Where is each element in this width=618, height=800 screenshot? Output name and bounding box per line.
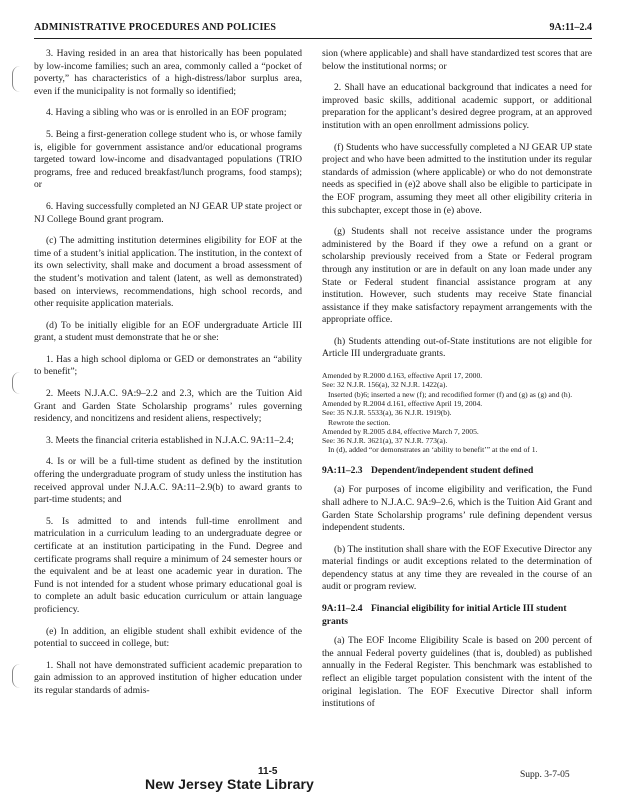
paragraph-g: (g) Students shall not receive assistance under the programs administered by the Board if they owe a refund on a grant or scholarship previously received from a State or Federal program through any institution or are in default on any loan made under any State or Federal student financial assistance program at any institution. However, such students may receive State financial assistance if they make satisfactory repayment arrangements with the appropriate office. [322, 226, 592, 326]
paragraph-2-3-b: (b) The institution shall share with the EOF Executive Director any material findings or audit exceptions related to the determination of dependency status at any time they are revealed in the course of an audit or program review. [322, 543, 592, 593]
history-line: Amended by R.2000 d.163, effective April 17, 2000. [322, 371, 483, 381]
paragraph-b4: 4. Having a sibling who was or is enrolled in an EOF program; [46, 107, 287, 119]
section-title: Financial eligibility for initial Article III student grants [322, 603, 567, 627]
paragraph-e1-continued: sion (where applicable) and shall have standardized test scores that are below the institutional norms; or [322, 48, 592, 72]
margin-mark [12, 372, 27, 394]
section-number: 9A:11–2.4 [322, 603, 363, 615]
history-line: See: 35 N.J.R. 5533(a), 36 N.J.R. 1919(b). [322, 408, 452, 418]
margin-mark [12, 66, 27, 92]
right-column [322, 48, 592, 720]
paragraph-b5: 5. Being a first-generation college student who is, or whose family is, eligible for government assistance and/or educational programs targeted toward low-income and disadvantaged populations (TRIO programs, free and reduced breakfast/lunch programs, food stamps); or [34, 128, 302, 191]
paragraph-2-3-a: (a) For purposes of income eligibility and verification, the Fund shall adhere to N.J.A.C. 9A:9–2.6, which is the Tuition Aid Grant and Garden State Scholarship programs’ rule defining dependent versus independent students. [322, 484, 592, 534]
history-line: See: 36 N.J.R. 3621(a), 37 N.J.R. 773(a). [322, 436, 448, 446]
history-line: Inserted (b)6; inserted a new (f); and recodified former (f) and (g) as (g) and (h). [328, 389, 573, 399]
section-number: 9A:11–2.3 [322, 464, 363, 476]
paragraph-d4: 4. Is or will be a full-time student as defined by the institution offering the undergraduate program of study unless the institution has received approval under N.J.A.C. 9A:11–2.9(b) to award grants to part-time students; and [34, 456, 302, 506]
paragraph-f: (f) Students who have successfully completed a NJ GEAR UP state project and who have been admitted to the institution under its regular standards of admission (where applicable) or who do not demonstrate needs as specified in (e)2 above shall also be eligible to participate in the EOF program, assuming they meet all other eligibility criteria in this subchapter, except those in (e) above. [322, 141, 592, 216]
section-heading-2-3 [322, 465, 592, 478]
running-header [34, 22, 592, 36]
history-line: Rewrote the section. [328, 417, 391, 427]
paragraph-c: (c) The admitting institution determines eligibility for EOF at the time of a student’s initial application. The institution, in the context of its own selectivity, shall make and document a broad assessment of the student’s motivation and talent (latent, as well as demonstrated) based on interviews, recommendations, high school records, and other requisite application materials. [34, 235, 302, 310]
margin-mark [12, 664, 27, 688]
page-number: 11-5 [258, 766, 278, 777]
paragraph-h: (h) Students attending out-of-State institutions are not eligible for Article III undergraduate grants. [322, 335, 592, 360]
paragraph-e: (e) In addition, an eligible student shall exhibit evidence of the potential to succeed in college, but: [34, 625, 302, 650]
history-line: Amended by R.2004 d.161, effective April 19, 2004. [322, 398, 483, 408]
history-line: See: 32 N.J.R. 156(a), 32 N.J.R. 1422(a). [322, 380, 448, 390]
section-heading-2-4 [322, 603, 592, 628]
history-line: In (d), added “or demonstrates an ‘ability to benefit’” at the end of 1. [328, 445, 538, 455]
supplement-date: Supp. 3-7-05 [520, 770, 570, 780]
paragraph-2-4-a: (a) The EOF Income Eligibility Scale is based on 200 percent of the annual Federal poverty guidelines (that is, doubled) as published annually in the Federal Register. This benchmark was established to reflect an eligible target population consistent with the intent of the original legislation. The EOF Executive Director shall inform institutions of [322, 635, 592, 710]
paragraph-d1: 1. Has a high school diploma or GED or demonstrates an “ability to benefit”; [34, 353, 302, 378]
header-title: ADMINISTRATIVE PROCEDURES AND POLICIES [34, 22, 277, 33]
left-column [34, 48, 302, 707]
paragraph-e2: 2. Shall have an educational background that indicates a need for improved basic skills, additional academic support, or additional preparation for the applicant’s desired degree program, at an approved institution with an open enrollment admissions policy. [322, 82, 592, 131]
paragraph-e1: 1. Shall not have demonstrated sufficient academic preparation to gain admission to an approved institution of higher education under its regular standards of admis- [34, 659, 302, 696]
paragraph-d3: 3. Meets the financial criteria established in N.J.A.C. 9A:11–2.4; [46, 434, 294, 446]
paragraph-d5: 5. Is admitted to and intends full-time enrollment and matriculation in a curriculum leading to an undergraduate degree or certificate at an institution participating in the Fund. Degree and certificate programs shall require a minimum of 24 semester hours or the equivalent and be at least one academic year in duration. The Fund is not intended for a student whose primary educational goal is to complete an adult basic education curriculum or attain language proficiency. [34, 515, 302, 615]
library-watermark: New Jersey State Library [145, 776, 314, 792]
paragraph-b3: 3. Having resided in an area that historically has been populated by low-income families; such an area, commonly called a “pocket of poverty,” has characteristics of a high-distress/labor surplus area, even if the municipality is not formally so identified; [34, 48, 302, 97]
paragraph-d: (d) To be initially eligible for an EOF undergraduate Article III grant, a student must demonstrate that he or she: [34, 319, 302, 344]
paragraph-b6: 6. Having successfully completed an NJ GEAR UP state project or NJ College Bound grant program. [34, 200, 302, 225]
header-rule [34, 38, 592, 39]
section-title: Dependent/independent student defined [370, 464, 534, 476]
paragraph-d2: 2. Meets N.J.A.C. 9A:9–2.2 and 2.3, which are the Tuition Aid Grant and Garden State Scholarship programs’ rules governing residency, and noncitizens and resident aliens, respectively; [34, 388, 302, 425]
history-notes [322, 371, 592, 455]
header-section: 9A:11–2.4 [549, 22, 592, 33]
history-line: Amended by R.2005 d.84, effective March 7, 2005. [322, 426, 479, 436]
